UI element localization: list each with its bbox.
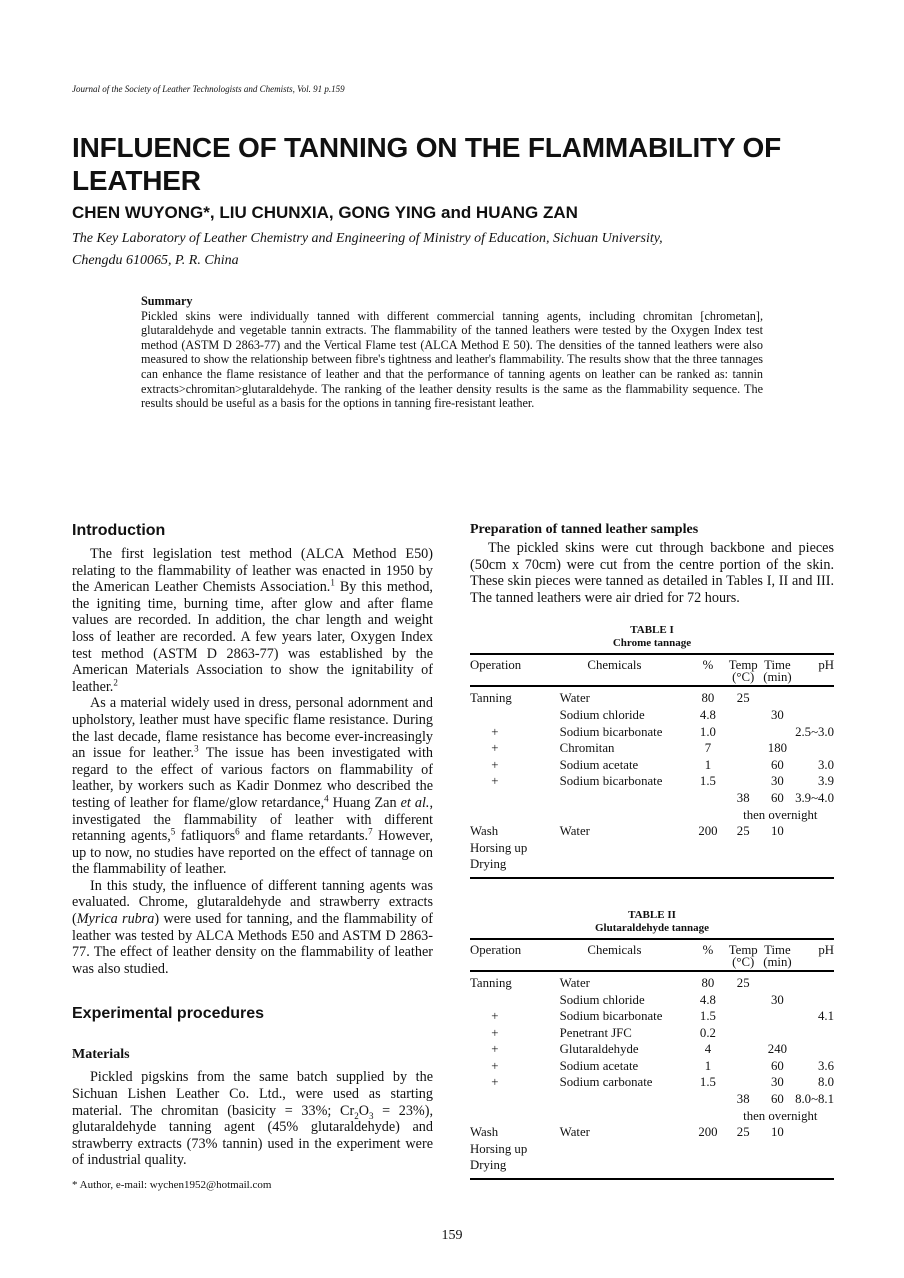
col-chemicals: Chemicals (587, 942, 642, 957)
cell-time (760, 840, 795, 857)
text-run: , investigated the flammability of leather with different retanning agents, (72, 794, 434, 845)
cell-note: then overnight (743, 1108, 818, 1123)
table-2 (470, 938, 834, 1180)
cell-chemical (560, 1108, 690, 1125)
citation-ref: 6 (235, 826, 240, 837)
col-time (760, 654, 795, 686)
citation-ref: 5 (170, 826, 176, 837)
temp-unit: (°C) (732, 954, 755, 969)
cell-percent: 200 (698, 1125, 718, 1140)
cell-chemical: Sodium acetate (559, 757, 639, 772)
cell-time (760, 856, 795, 878)
summary-heading: Summary (141, 294, 193, 308)
cell-operation: + (491, 774, 499, 789)
cell-ph (795, 856, 834, 878)
cell-operation (470, 707, 560, 724)
cell-operation: Drying (470, 1158, 507, 1173)
cell-percent: 80 (701, 975, 715, 990)
cell-ph (795, 740, 834, 757)
cell-operation (470, 807, 560, 824)
cell-ph: 3.9 (818, 774, 834, 789)
cell-ph (795, 992, 834, 1009)
table-1-label: TABLE I (630, 624, 674, 637)
cell-percent (689, 1091, 726, 1108)
cell-chemical: Sodium chloride (559, 992, 645, 1007)
cell-temp (727, 840, 760, 857)
col-percent: % (702, 658, 714, 673)
table-row (470, 773, 834, 790)
cell-time: 60 (771, 790, 784, 805)
cell-operation: Wash (470, 1125, 499, 1140)
cell-chemical: Sodium acetate (559, 1058, 639, 1073)
cell-percent: 200 (698, 824, 718, 839)
cell-operation: Wash (470, 824, 499, 839)
summary-block (141, 294, 763, 411)
text-run: fatliquors (175, 828, 236, 845)
cell-percent: 1.5 (699, 1075, 716, 1090)
table-2-block (470, 909, 834, 1180)
cell-ph (795, 840, 834, 857)
summary-text: Pickled skins were individually tanned with different commercial tanning agents, including chromitan [chrometan], glutaraldehyde and vegetable tannin extracts. The flammability of the tanned leathers were tested by the Oxygen Index test method (ASTM D 2863-77) and the Vertical Flame test (ALCA Method E 50). The densities of the tanned leathers were also measured to show the relationship between fibre's tightness and leather's flammability. The results show that the three tannages can enhance the flame resistance of leather and that the performance of tanning agents on leather can be ranked as: tannin extracts>chromitan>glutaraldehyde. The ranking of the leather density results is the same as the flammability sequence. The results should be useful as a basis for the options in tanning fire-resistant leather. (141, 308, 763, 411)
table-row (470, 1074, 834, 1091)
cell-temp (727, 1157, 760, 1179)
cell-ph: 3.6 (818, 1058, 834, 1073)
cell-temp (727, 1074, 760, 1091)
table-row (470, 1008, 834, 1025)
table-row (470, 740, 834, 757)
table-row (470, 1141, 834, 1158)
cell-temp (727, 1041, 760, 1058)
cell-temp: 38 (736, 1092, 750, 1107)
cell-time: 60 (771, 1092, 784, 1107)
cell-operation: + (491, 724, 499, 739)
cell-ph (795, 1124, 834, 1141)
text-run: Huang Zan (328, 794, 401, 811)
cell-percent (689, 1108, 726, 1125)
table-row (470, 1025, 834, 1042)
cell-chemical: Sodium bicarbonate (559, 1009, 663, 1024)
cell-chemical: Water (559, 824, 590, 839)
cell-percent: 1.0 (699, 724, 716, 739)
cell-time (760, 1141, 795, 1158)
cell-ph (795, 1157, 834, 1179)
col-temp (727, 939, 760, 971)
citation-ref: 2 (113, 677, 118, 688)
cell-chemical (560, 807, 690, 824)
table-header-row (470, 939, 834, 971)
cell-ph: 8.0 (818, 1075, 834, 1090)
cell-ph (795, 1025, 834, 1042)
cell-temp (727, 773, 760, 790)
introduction-heading: Introduction (72, 522, 166, 539)
cell-temp: 38 (736, 790, 750, 805)
text-run: O (358, 1102, 369, 1119)
col-time (760, 939, 795, 971)
cell-percent (689, 790, 726, 807)
cell-temp (727, 724, 760, 741)
cell-chemical: Sodium bicarbonate (559, 724, 663, 739)
time-unit: (min) (763, 670, 792, 685)
cell-chemical: Water (559, 1125, 590, 1140)
table-1-caption: Chrome tannage (612, 637, 692, 650)
right-column (470, 522, 834, 1180)
cell-time (760, 1025, 795, 1042)
left-column (72, 522, 433, 1191)
table-row (470, 807, 834, 824)
cell-chemical: Water (559, 691, 590, 706)
cell-time (760, 1157, 795, 1179)
text-run-italic: et al. (400, 794, 430, 811)
cell-ph (795, 686, 834, 707)
cell-percent: 1.5 (699, 1009, 716, 1024)
table-row (470, 757, 834, 774)
citation-ref: 7 (368, 826, 373, 837)
materials-heading: Materials (72, 1047, 130, 1063)
cell-operation: Drying (470, 857, 507, 872)
cell-time (760, 724, 795, 741)
cell-operation: + (491, 1025, 499, 1040)
temp-label: Temp (728, 658, 758, 673)
cell-temp (727, 856, 760, 878)
text-run: = 23%), glutaraldehyde tanning agent (45% glutaraldehyde) and strawberry extracts (73% tannin) used in the experiment were of industrial quality. (72, 1102, 433, 1169)
citation-ref: 3 (194, 743, 199, 754)
col-operation: Operation (470, 658, 522, 673)
table-1-block (470, 624, 834, 879)
experimental-heading: Experimental procedures (72, 1005, 265, 1023)
cell-percent: 1 (704, 757, 712, 772)
cell-operation: Horsing up (470, 1141, 528, 1156)
preparation-paragraph: The pickled skins were cut through backbone and pieces (50cm x 70cm) were cut from the centre portion of the skin. These skin pieces were tanned as detailed in Tables I, II and III. The tanned leathers were air dried for 72 hours. (470, 540, 834, 606)
cell-ph: 4.1 (818, 1009, 834, 1024)
table-row (470, 790, 834, 807)
article-title: INFLUENCE OF TANNING ON THE FLAMMABILITY OF LEATHER (72, 132, 781, 196)
article-affiliation (72, 228, 772, 272)
cell-operation: Horsing up (470, 840, 528, 855)
table-row (470, 724, 834, 741)
introduction-paragraph-2 (72, 695, 433, 878)
text-run: The issue has been investigated with regard to the effect of various factors on flammability of leather, by workers such as Kadir Donmez who described the testing of leather for flame/glow retardance, (72, 745, 433, 811)
cell-temp (727, 757, 760, 774)
cell-chemical (560, 1157, 690, 1179)
cell-chemical: Penetrant JFC (559, 1025, 632, 1040)
cell-chemical (560, 856, 690, 878)
cell-temp (727, 1058, 760, 1075)
cell-percent (689, 1157, 726, 1179)
cell-time: 30 (771, 774, 784, 789)
cell-time: 180 (767, 741, 787, 756)
cell-temp (727, 707, 760, 724)
cell-operation (470, 992, 560, 1009)
introduction-paragraph-3 (72, 878, 433, 978)
article-authors: CHEN WUYONG*, LIU CHUNXIA, GONG YING and HUANG ZAN (72, 203, 578, 222)
temp-unit: (°C) (732, 670, 755, 685)
cell-chemical: Water (559, 975, 590, 990)
cell-chemical (560, 790, 690, 807)
cell-operation: + (491, 741, 499, 756)
col-percent: % (702, 942, 714, 957)
affiliation-line-2: Chengdu 610065, P. R. China (72, 253, 239, 268)
table-row (470, 1058, 834, 1075)
col-ph: pH (818, 942, 834, 957)
table-row (470, 1108, 834, 1125)
table-2-caption: Glutaraldehyde tannage (595, 921, 709, 934)
cell-temp (727, 1008, 760, 1025)
page-number: 159 (441, 1228, 463, 1243)
col-chemicals: Chemicals (587, 658, 642, 673)
introduction-paragraph-1 (72, 546, 433, 695)
cell-time (760, 1008, 795, 1025)
cell-time: 240 (767, 1042, 787, 1057)
cell-chemical (560, 1091, 690, 1108)
text-run: ) were used for tanning, and the flammability of leather was tested by ALCA Methods E50 and ASTM D 2863-77. The effect of leather density on the flammability of leather was also studied. (72, 911, 433, 977)
cell-percent: 80 (701, 691, 715, 706)
cell-operation (470, 790, 560, 807)
cell-temp: 25 (736, 975, 750, 990)
cell-percent: 4 (704, 1042, 712, 1057)
cell-percent: 4.8 (699, 707, 716, 722)
cell-percent (689, 1141, 726, 1158)
cell-percent: 1 (704, 1058, 712, 1073)
cell-chemical (560, 1141, 690, 1158)
cell-time: 10 (771, 824, 784, 839)
cell-chemical: Sodium bicarbonate (559, 774, 663, 789)
affiliation-line-1: The Key Laboratory of Leather Chemistry and Engineering of Ministry of Education, Sichuan University, (72, 231, 663, 246)
cell-time: 30 (771, 707, 784, 722)
cell-operation: + (491, 1075, 499, 1090)
cell-time: 60 (771, 1058, 784, 1073)
table-1 (470, 653, 834, 879)
cell-temp (727, 740, 760, 757)
table-row (470, 1124, 834, 1141)
table-row (470, 1157, 834, 1179)
table-row (470, 823, 834, 840)
text-run: and flame retardants. (239, 828, 369, 845)
citation-ref: 4 (324, 793, 329, 804)
cell-temp: 25 (736, 691, 750, 706)
cell-ph (795, 1141, 834, 1158)
table-header-row (470, 654, 834, 686)
cell-chemical: Chromitan (559, 741, 615, 756)
text-run: In this study, the influence of different tanning agents was evaluated. Chrome, glutaraldehyde and strawberry extracts ( (72, 877, 433, 928)
table-row (470, 840, 834, 857)
cell-ph: 2.5~3.0 (795, 724, 834, 739)
table-2-body (470, 971, 834, 1179)
species-name: Myrica rubra (76, 911, 155, 928)
author-footnote: * Author, e-mail: wychen1952@hotmail.com (72, 1179, 272, 1191)
cell-operation: + (491, 1042, 499, 1057)
cell-operation (470, 1091, 560, 1108)
cell-ph (795, 707, 834, 724)
cell-note: then overnight (743, 807, 818, 822)
citation-ref: 1 (330, 577, 335, 588)
cell-chemical: Sodium chloride (559, 707, 645, 722)
materials-paragraph (72, 1069, 433, 1169)
table-1-body (470, 686, 834, 878)
col-operation: Operation (470, 942, 522, 957)
cell-chemical: Glutaraldehyde (559, 1042, 639, 1057)
cell-percent (689, 807, 726, 824)
journal-header: Journal of the Society of Leather Technologists and Chemists, Vol. 91 p.159 (72, 84, 345, 94)
cell-operation (470, 1108, 560, 1125)
cell-operation: + (491, 757, 499, 772)
cell-ph (795, 823, 834, 840)
cell-chemical: Sodium carbonate (559, 1075, 653, 1090)
time-unit: (min) (763, 954, 792, 969)
text-run: The first legislation test method (ALCA Method E50) relating to the flammability of leather was enacted in 1950 by the American Leather Chemists Association. (72, 546, 433, 596)
cell-time: 30 (771, 1075, 784, 1090)
cell-operation: + (491, 1058, 499, 1073)
text-run: However, up to now, no studies have reported on the effect of tannage on the flammability of leather. (72, 828, 434, 878)
table-row (470, 1041, 834, 1058)
temp-label: Temp (728, 942, 758, 957)
cell-ph: 3.9~4.0 (795, 790, 834, 805)
cell-ph: 3.0 (818, 757, 834, 772)
cell-ph (795, 971, 834, 992)
cell-temp (727, 1025, 760, 1042)
cell-time: 30 (771, 992, 784, 1007)
table-row (470, 686, 834, 707)
cell-percent: 0.2 (699, 1025, 716, 1040)
subscript: 3 (368, 1110, 374, 1121)
cell-operation: + (491, 1009, 499, 1024)
table-row (470, 992, 834, 1009)
table-2-label: TABLE II (628, 908, 676, 921)
table-row (470, 1091, 834, 1108)
col-ph: pH (818, 658, 834, 673)
table-row (470, 707, 834, 724)
cell-time (760, 686, 795, 707)
cell-percent (689, 840, 726, 857)
cell-temp (727, 1141, 760, 1158)
cell-percent: 4.8 (699, 992, 716, 1007)
cell-percent: 7 (704, 741, 712, 756)
subscript: 2 (354, 1110, 359, 1121)
text-run: As a material widely used in dress, personal adornment and upholstory, leather must have specific flame resistance. During the last decade, flame resistance has become ever-increasingly an issue for leather. (72, 695, 433, 762)
table-row (470, 971, 834, 992)
cell-ph (795, 1041, 834, 1058)
cell-ph: 8.0~8.1 (795, 1092, 834, 1107)
text-run: Pickled pigskins from the same batch supplied by the Sichuan Lishen Leather Co. Ltd., were used as starting material. The chromitan (basicity = 33%; Cr (72, 1069, 433, 1119)
col-temp (727, 654, 760, 686)
time-label: Time (764, 658, 791, 673)
cell-operation: Tanning (470, 975, 512, 990)
preparation-heading: Preparation of tanned leather samples (470, 522, 699, 537)
cell-time: 10 (771, 1125, 784, 1140)
cell-temp (727, 992, 760, 1009)
cell-temp: 25 (736, 824, 750, 839)
cell-temp: 25 (736, 1125, 750, 1140)
table-row (470, 856, 834, 878)
cell-percent (689, 856, 726, 878)
text-run: By this method, the igniting time, burning time, after glow and after flame values are recorded. In addition, the char length and weight loss of leather are recorded. A few years later, Oxygen Index test method (ASTM D 2863-77) was established by the American Materials Association to show the ignitability of leather. (72, 579, 433, 695)
cell-operation: Tanning (470, 691, 512, 706)
cell-chemical (560, 840, 690, 857)
time-label: Time (764, 942, 791, 957)
cell-percent: 1.5 (699, 774, 716, 789)
cell-time (760, 971, 795, 992)
cell-time: 60 (771, 757, 784, 772)
